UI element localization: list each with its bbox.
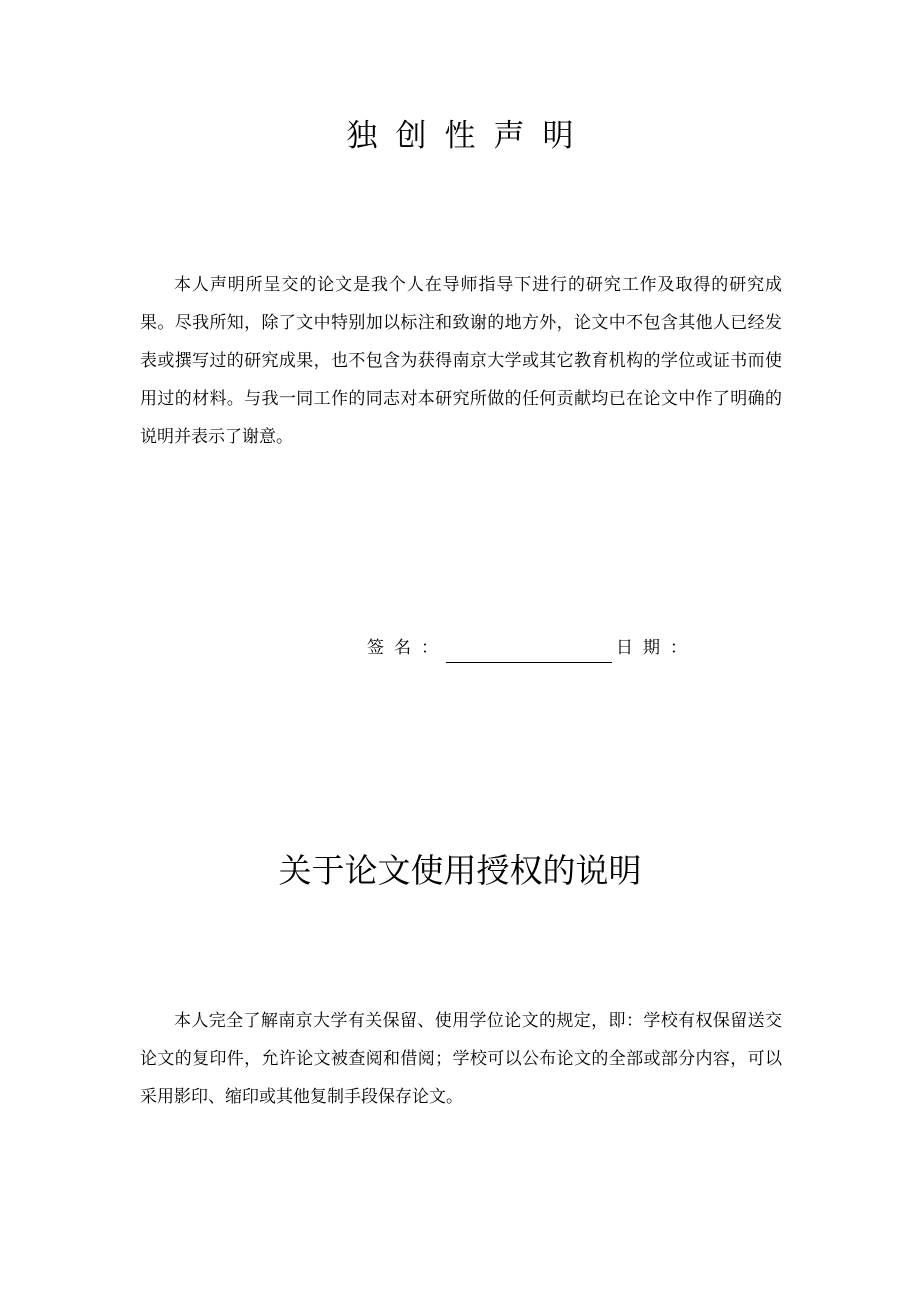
signature-label: 签名： [367, 638, 448, 658]
declaration-paragraph: 本人声明所呈交的论文是我个人在导师指导下进行的研究工作及取得的研究成果。尽我所知，除了文中特别加以标注和致谢的地方外，论文中不包含其他人已经发表或撰写过的研究成果，也不包含为获得南京大学或其它教育机构的学位或证书而使用过的材料。与我一同工作的同志对本研究所做的任何贡献均已在论文中作了明确的说明并表示了谢意。 [140, 275, 782, 447]
authorization-title: 关于论文使用授权的说明 [278, 851, 642, 890]
authorization-paragraph: 本人完全了解南京大学有关保留、使用学位论文的规定，即：学校有权保留送交论文的复印件，允许论文被查阅和借阅；学校可以公布论文的全部或部分内容，可以采用影印、缩印或其他复制手段保存论文。 [140, 1011, 782, 1107]
declaration-title: 独创性声明 [346, 118, 592, 154]
signature-row [367, 633, 697, 663]
signature-line[interactable] [446, 642, 612, 663]
date-label: 日期： [616, 638, 697, 658]
